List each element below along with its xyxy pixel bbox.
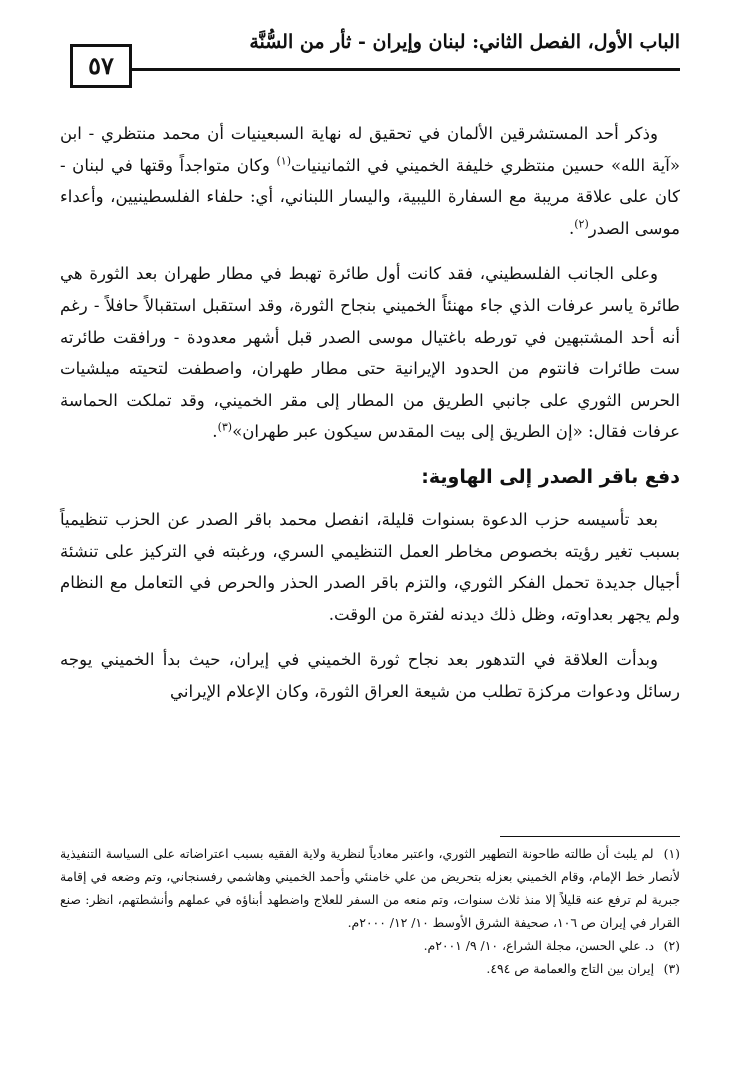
footnote-3 — [60, 957, 680, 980]
section-heading: دفع باقر الصدر إلى الهاوية: — [421, 465, 680, 488]
paragraph-1 — [60, 118, 680, 244]
running-header-title: الباب الأول، الفصل الثاني: لبنان وإيران - ثأر من السُّنَّة — [249, 31, 680, 53]
footnote-1-number: (١) — [663, 846, 680, 861]
footnote-ref-2: (٢) — [574, 217, 589, 231]
footnotes — [60, 842, 680, 980]
footnote-2-number: (٢) — [663, 938, 680, 953]
footnote-3-text: إيران بين التاج والعمامة ص ٤٩٤. — [486, 961, 655, 976]
footnote-3-number: (٣) — [663, 961, 680, 976]
paragraph-2 — [60, 258, 680, 448]
paragraph-1-text: وذكر أحد المستشرقين الألمان في تحقيق له نهاية السبعينيات أن محمد منتظري - ابن «آية الله» حسين منتظري خليفة الخميني في الثمانينيات — [60, 124, 680, 175]
footnote-2 — [60, 934, 680, 957]
paragraph-4 — [60, 644, 680, 707]
paragraph-2-end: . — [212, 422, 218, 442]
paragraph-1-continued: وكان متواجداً وقتها في لبنان - كان على علاقة مريبة مع السفارة الليبية، واليسار اللبناني، أي: حلفاء الفلسطينيين، وأعداء موسى الصدر — [60, 155, 680, 238]
main-text — [60, 118, 680, 722]
paragraph-2-text: وعلى الجانب الفلسطيني، فقد كانت أول طائرة تهبط في مطار طهران بعد الثورة هي طائرة ياسر عرفات الذي جاء مهنئاً الخميني بنجاح الثورة، وقد استقبل استقبالاً حافلاً - رغم أنه أحد المشتبهين في تورطه باغتيال موسى الصدر قبل أشهر معدودة - ورافقت طائرته ست طائرات فانتوم من الحدود الإيرانية حتى مطار طهران، واصطفت لتحيته ميلشيات الحرس الثوري على جانبي الطريق من المطار إلى مقر الخميني، وقد تملكت الحماسة عرفات فقال: «إن الطريق إلى بيت المقدس سيكون عبر طهران» — [60, 264, 680, 442]
header-rule — [130, 68, 680, 71]
page-number-box: ٥٧ — [70, 44, 132, 88]
paragraph-3-text: بعد تأسيسه حزب الدعوة بسنوات قليلة، انفصل محمد باقر الصدر عن الحزب تنظيمياً بسبب تغير رؤيته بخصوص مخاطر العمل التنظيمي السري، ورغبته في التركيز على تنشئة أجيال جديدة تحمل الفكر الثوري، والتزم باقر الصدر الحذر والحرص في التعامل مع النظام ولم يجهر بعداوته، وظل ذلك ديدنه لفترة من الوقت. — [60, 509, 680, 624]
footnote-1-text: لم يلبث أن طالته طاحونة التطهير الثوري، واعتبر معادياً لنظرية ولاية الفقيه بسبب اعتراضاته على السياسة التنفيذية لأنصار خط الإمام، وقام الخميني بعزله بتحريض من علي خامنئي وأحمد الخميني وهاشمي رفسنجاني، وتم وضعه في إقامة جبرية لم ترفع عنه قليلاً إلا منذ ثلاث سنوات، وتم منعه من السفر للعلاج واضطهد أبناؤه في عملهم وأنشطتهم، انظر: صنع القرار في إيران ص ١٠٦، صحيفة الشرق الأوسط ١٠/ ١٢/ ٢٠٠٠م. — [60, 846, 680, 930]
paragraph-4-text: وبدأت العلاقة في التدهور بعد نجاح ثورة الخميني في إيران، حيث بدأ الخميني يوجه رسائل ودعوات مركزة تطلب من شيعة العراق الثورة، وكان الإعلام الإيراني — [60, 650, 680, 701]
footnote-2-text: د. علي الحسن، مجلة الشراع، ١٠/ ٩/ ٢٠٠١م. — [423, 938, 655, 953]
footnote-1 — [60, 842, 680, 934]
paragraph-3 — [60, 504, 680, 630]
footnote-ref-1: (١) — [276, 154, 291, 168]
footnote-ref-3: (٣) — [217, 420, 233, 434]
paragraph-1-end: . — [568, 218, 575, 238]
footnote-rule — [500, 836, 680, 837]
